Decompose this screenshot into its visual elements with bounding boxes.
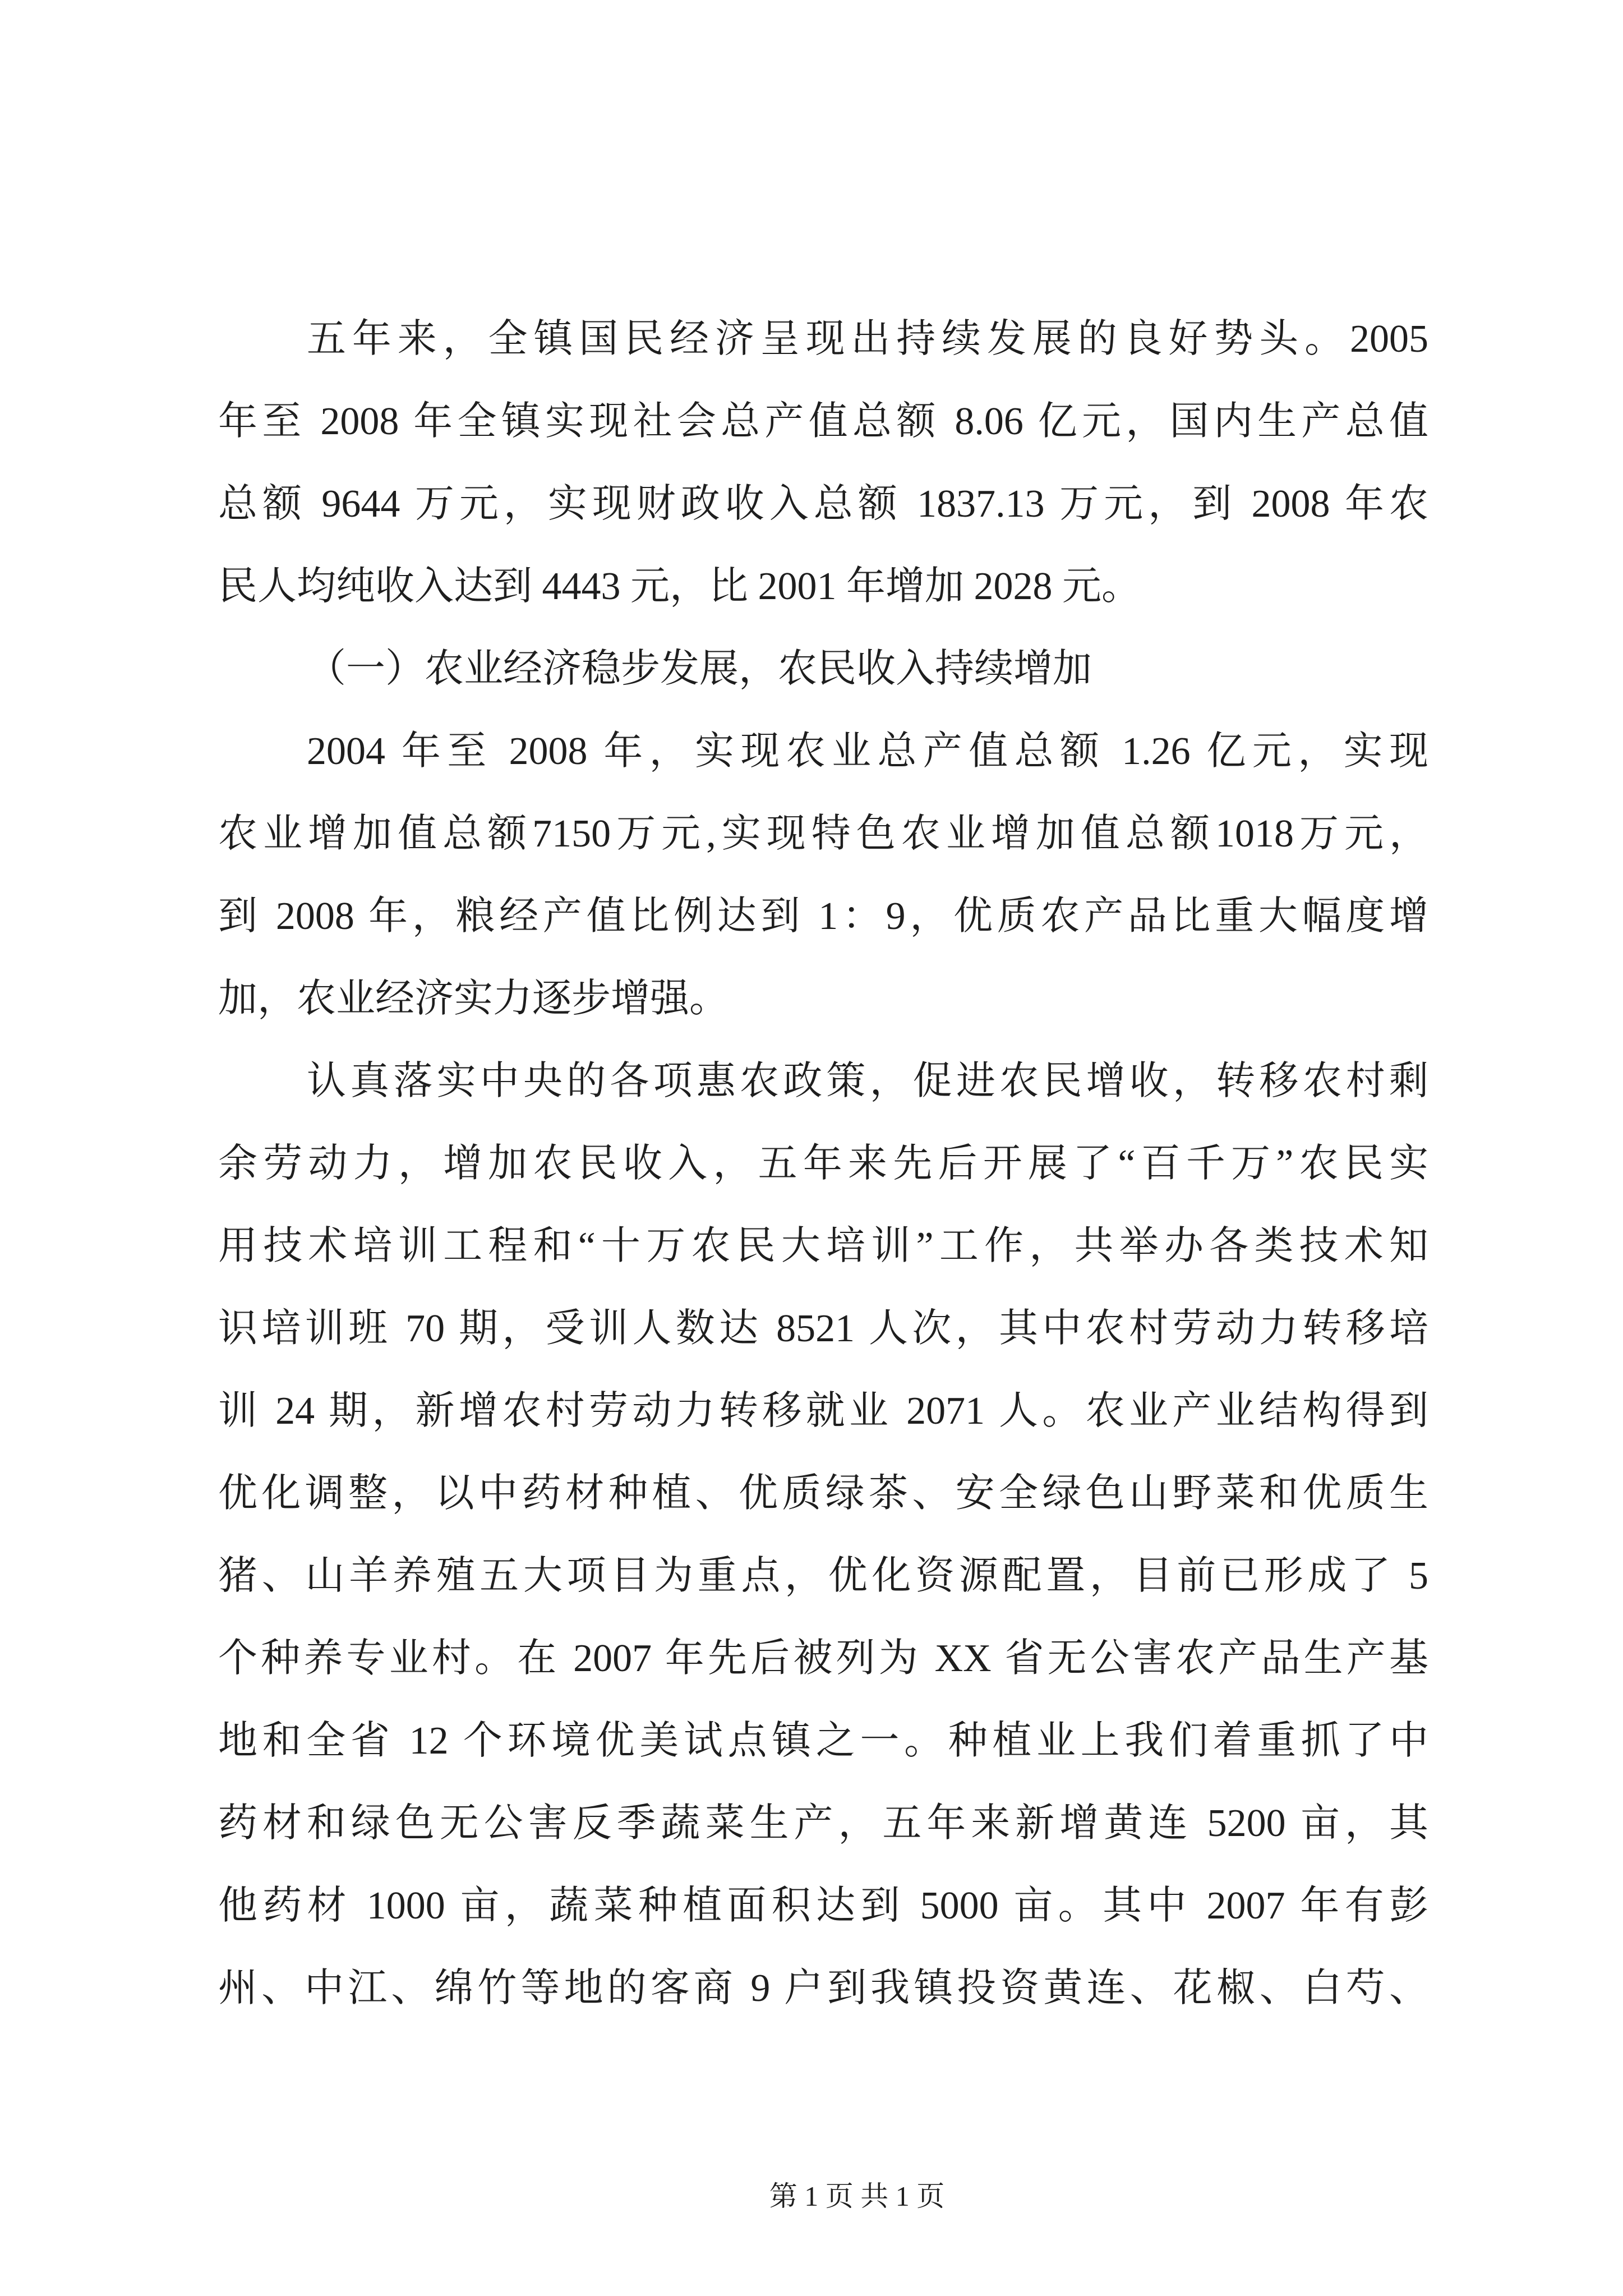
section-heading: （一）农业经济稳步发展，农民收入持续增加: [307, 647, 1092, 691]
text-line: 他药材 1000 亩，蔬菜种植面积达到 5000 亩。其中 2007 年有彭: [218, 1884, 1428, 1927]
text-line: 五年来，全镇国民经济呈现出持续发展的良好势头。2005: [307, 318, 1428, 361]
page-footer: [745, 2177, 969, 2216]
text-line: 识培训班 70 期，受训人数达 8521 人次，其中农村劳动力转移培: [218, 1307, 1428, 1350]
paragraph: [218, 298, 1428, 628]
text-line: 余劳动力，增加农民收入，五年来先后开展了“百千万”农民实: [218, 1142, 1428, 1185]
text-line: 地和全省 12 个环境优美试点镇之一。种植业上我们着重抓了中: [218, 1719, 1428, 1763]
text-line: 民人均纯收入达到 4443 元，比 2001 年增加 2028 元。: [218, 565, 1141, 608]
text-line: 训 24 期，新增农村劳动力转移就业 2071 人。农业产业结构得到: [218, 1389, 1428, 1433]
text-line: 猪、山羊养殖五大项目为重点，优化资源配置，目前已形成了 5: [218, 1554, 1428, 1598]
text-line: 农业增加值总额7150万元,实现特色农业增加值总额1018万元，: [218, 812, 1428, 855]
text-line: 到 2008 年，粮经产值比例达到 1：9，优质农产品比重大幅度增: [218, 895, 1428, 938]
section-1-body: [218, 710, 1428, 2030]
paragraph: [218, 1040, 1428, 2030]
text-line: 2004 年至 2008 年，实现农业总产值总额 1.26 亿元，实现: [307, 730, 1428, 773]
text-line: 用技术培训工程和“十万农民大培训”工作，共举办各类技术知: [218, 1225, 1428, 1268]
text-line: 个种养专业村。在 2007 年先后被列为 XX 省无公害农产品生产基: [218, 1637, 1428, 1680]
document-body: [218, 298, 1428, 2030]
text-line: 优化调整，以中药材种植、优质绿茶、安全绿色山野菜和优质生: [218, 1472, 1428, 1515]
page-number: 第 1 页 共 1 页: [769, 2180, 945, 2212]
text-line: 药材和绿色无公害反季蔬菜生产，五年来新增黄连 5200 亩，其: [218, 1802, 1428, 1845]
intro-paragraph: [218, 298, 1428, 628]
text-line: 总额 9644 万元，实现财政收入总额 1837.13 万元，到 2008 年农: [218, 482, 1428, 526]
text-line: 年至 2008 年全镇实现社会总产值总额 8.06 亿元，国内生产总值: [218, 400, 1428, 443]
paragraph: [218, 710, 1428, 1040]
text-line: 州、中江、绵竹等地的客商 9 户到我镇投资黄连、花椒、白芍、: [218, 1967, 1428, 2010]
text-line: 加，农业经济实力逐步增强。: [218, 977, 728, 1020]
text-line: 认真落实中央的各项惠农政策，促进农民增收，转移农村剩: [307, 1060, 1428, 1103]
